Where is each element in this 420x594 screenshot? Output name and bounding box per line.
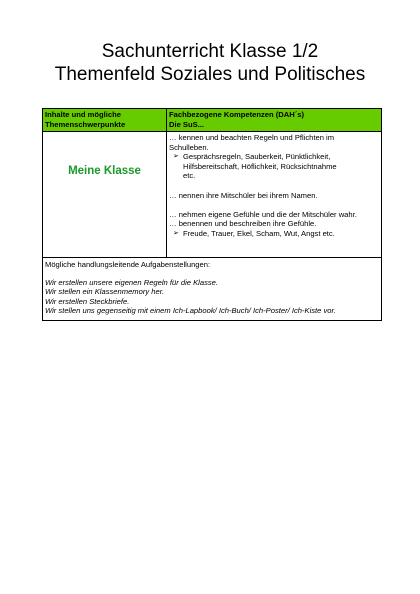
competency-example: ➢ Freude, Trauer, Ekel, Scham, Wut, Angst etc. bbox=[169, 229, 379, 239]
header-competencies bbox=[167, 109, 382, 132]
competency-line: … nehmen eigene Gefühle und die der Mitschüler wahr. bbox=[169, 209, 357, 219]
tasks-lead: Mögliche handlungsleitende Aufgabenstellungen: bbox=[45, 260, 211, 269]
task-item: Wir stellen ein Klassenmemory her. bbox=[45, 287, 165, 297]
header-right-line-2: Die SuS... bbox=[169, 119, 205, 129]
title-line-2: Themenfeld Soziales und Politisches bbox=[54, 64, 366, 85]
task-item: Wir erstellen Steckbriefe. bbox=[45, 296, 130, 306]
topic-cell bbox=[43, 132, 167, 258]
competency-example: ➢ Gesprächsregeln, Sauberkeit, Pünktlichkeit, bbox=[169, 152, 379, 162]
tasks-cell bbox=[43, 258, 382, 321]
header-content-topics bbox=[43, 109, 167, 132]
header-left-line-2: Themenschwerpunkte bbox=[45, 119, 126, 129]
task-item: Wir stellen uns gegenseitig mit einem Ich-Lapbook/ Ich-Buch/ Ich-Poster/ Ich-Kiste vor. bbox=[45, 306, 336, 316]
task-item: Wir erstellen unsere eigenen Regeln für die Klasse. bbox=[45, 277, 218, 287]
curriculum-table bbox=[42, 108, 382, 321]
competency-line: … kennen und beachten Regeln und Pflichten im bbox=[169, 133, 335, 142]
competency-example: etc. bbox=[183, 171, 196, 181]
competencies-cell bbox=[167, 132, 382, 258]
table-header-row bbox=[43, 109, 382, 132]
table-row bbox=[43, 132, 382, 258]
competency-line: … nennen ihre Mitschüler bei ihrem Namen. bbox=[169, 190, 318, 200]
competency-line: Schulleben. bbox=[169, 142, 209, 152]
header-left-line-1: Inhalte und mögliche bbox=[45, 110, 121, 119]
header-right-line-1: Fachbezogene Kompetenzen (DAH´s) bbox=[169, 110, 305, 119]
competency-example: Hilfsbereitschaft, Höflichkeit, Rücksichtnahme bbox=[183, 161, 337, 171]
table-row-tasks bbox=[43, 258, 382, 321]
document-title bbox=[0, 40, 420, 86]
competency-line: … benennen und beschreiben ihre Gefühle. bbox=[169, 219, 317, 229]
title-line-1: Sachunterricht Klasse 1/2 bbox=[101, 41, 319, 62]
topic-label: Meine Klasse bbox=[68, 165, 141, 177]
